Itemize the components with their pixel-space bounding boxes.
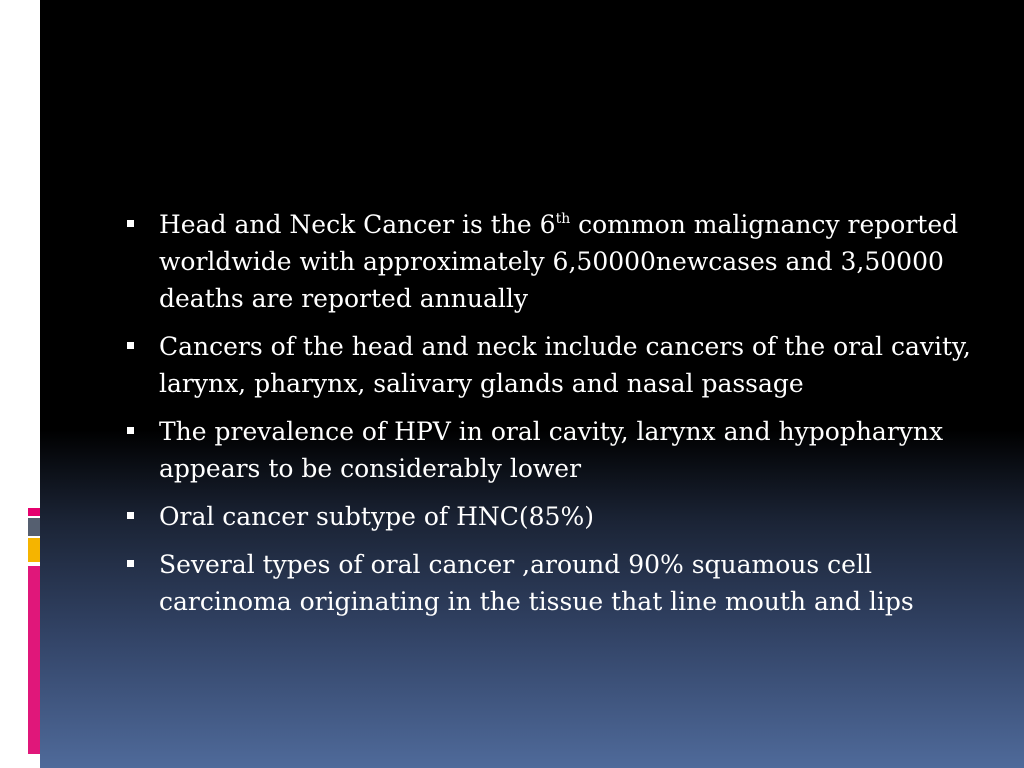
- bullet-text: Several types of oral cancer ,around 90% squamous cell carcinoma originating in the tissue that line mouth and lips: [159, 550, 914, 616]
- bullet-text-superscript: th: [555, 210, 571, 227]
- bullet-item: [124, 498, 974, 535]
- bullet-list: [124, 206, 974, 631]
- bullet-item: [124, 328, 974, 402]
- square-bullet-icon: [127, 220, 134, 227]
- accent-bar-pink-small: [28, 508, 40, 516]
- square-bullet-icon: [127, 342, 134, 349]
- accent-bar-gray: [28, 518, 40, 536]
- bullet-item: [124, 206, 974, 317]
- bullet-text: Oral cancer subtype of HNC(85%): [159, 502, 594, 531]
- square-bullet-icon: [127, 560, 134, 567]
- accent-bar-pink-long: [28, 566, 40, 754]
- bullet-item: [124, 546, 974, 620]
- bullet-text: The prevalence of HPV in oral cavity, larynx and hypopharynx appears to be considerably lower: [159, 417, 944, 483]
- accent-bar-yellow: [28, 538, 40, 562]
- square-bullet-icon: [127, 512, 134, 519]
- bullet-item: [124, 413, 974, 487]
- square-bullet-icon: [127, 427, 134, 434]
- bullet-text-pre: Head and Neck Cancer is the 6: [159, 210, 556, 239]
- bullet-text: Cancers of the head and neck include cancers of the oral cavity, larynx, pharynx, salivary glands and nasal passage: [159, 332, 971, 398]
- bullet-text-post: common malignancy reported worldwide with approximately 6,50000newcases and 3,50000 deaths are reported annually: [159, 210, 959, 313]
